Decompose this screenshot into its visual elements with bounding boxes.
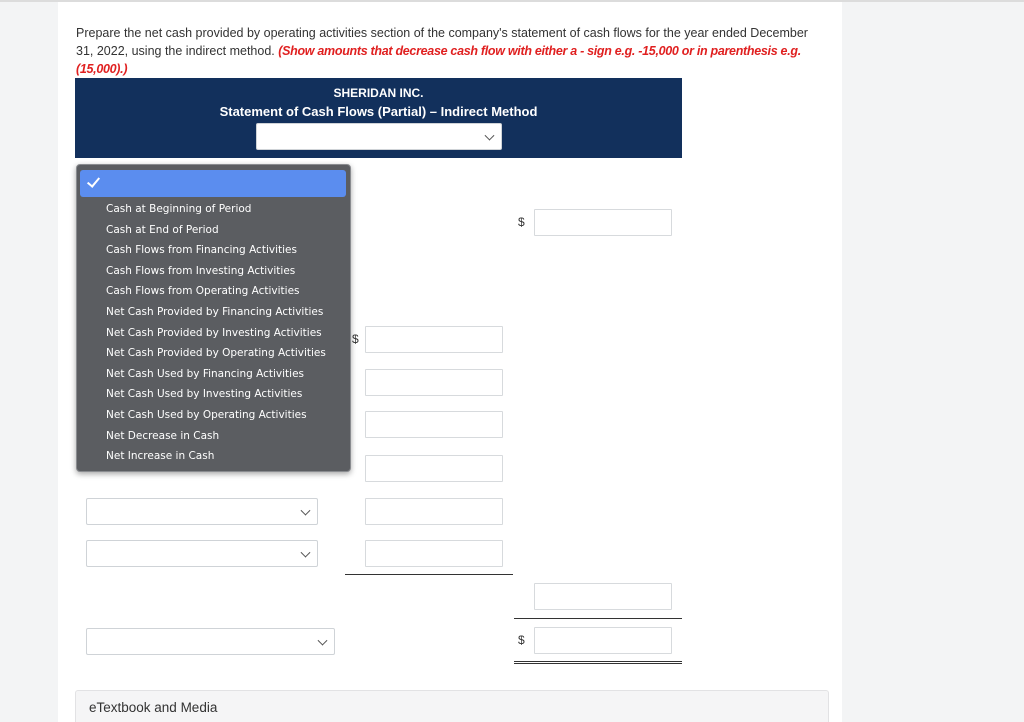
amount-input-total-2[interactable] xyxy=(534,583,672,610)
dropdown-option[interactable]: Cash Flows from Financing Activities xyxy=(106,244,297,257)
chevron-down-icon xyxy=(318,635,328,645)
instructions-text: Prepare the net cash provided by operating activities section of the company's statement of cash flows for the year ended December 31, 2022, using the indirect method. xyxy=(76,26,808,58)
checkmark-icon xyxy=(87,174,100,188)
amount-input-grand-total[interactable] xyxy=(534,627,672,654)
amount-input-1[interactable] xyxy=(365,326,503,353)
chevron-down-icon xyxy=(301,505,311,515)
amount-input-2[interactable] xyxy=(365,369,503,396)
question-instructions xyxy=(76,24,826,78)
dropdown-option[interactable]: Net Cash Used by Investing Activities xyxy=(106,388,303,401)
etextbook-media-panel[interactable] xyxy=(75,690,829,722)
dropdown-options-list xyxy=(77,199,350,467)
dropdown-option[interactable]: Net Cash Provided by Operating Activities xyxy=(106,347,326,360)
item-select-6[interactable] xyxy=(86,540,318,567)
dropdown-option[interactable]: Net Cash Provided by Investing Activities xyxy=(106,326,322,339)
statement-header xyxy=(75,78,682,158)
etextbook-media-label: eTextbook and Media xyxy=(89,700,218,715)
total-label-select[interactable] xyxy=(86,628,335,655)
dollar-sign: $ xyxy=(518,215,525,229)
grand-total-double-rule xyxy=(514,661,682,664)
dropdown-selected-blank-option[interactable] xyxy=(80,170,346,197)
dropdown-option[interactable]: Net Increase in Cash xyxy=(106,450,215,463)
company-name: SHERIDAN INC. xyxy=(333,86,424,100)
dollar-sign: $ xyxy=(352,332,359,346)
dollar-sign: $ xyxy=(518,633,525,647)
dropdown-option[interactable]: Net Cash Provided by Financing Activities xyxy=(106,305,324,318)
dropdown-option[interactable]: Net Decrease in Cash xyxy=(106,429,220,442)
instructions-note: (Show amounts that decrease cash flow with either a - sign e.g. -15,000 or in parenthesis e.g. (15,000).) xyxy=(76,44,801,76)
statement-title: Statement of Cash Flows (Partial) – Indirect Method xyxy=(219,104,538,119)
dropdown-option[interactable]: Cash Flows from Investing Activities xyxy=(106,264,296,277)
amount-input-6[interactable] xyxy=(365,540,503,567)
amount-input-5[interactable] xyxy=(365,498,503,525)
dropdown-option[interactable]: Cash at Beginning of Period xyxy=(106,203,252,215)
item-select-5[interactable] xyxy=(86,498,318,525)
chevron-down-icon xyxy=(485,130,495,140)
item-dropdown-menu[interactable] xyxy=(76,164,351,472)
amount-input-3[interactable] xyxy=(365,411,503,438)
amount-input-total-1[interactable] xyxy=(534,209,672,236)
total-rule xyxy=(514,618,682,619)
subtotal-rule xyxy=(345,574,513,575)
dropdown-option[interactable]: Net Cash Used by Operating Activities xyxy=(106,408,307,421)
dropdown-option[interactable]: Cash Flows from Operating Activities xyxy=(106,285,300,298)
dropdown-option[interactable]: Cash at End of Period xyxy=(106,223,219,236)
period-select[interactable] xyxy=(256,123,502,150)
amount-input-4[interactable] xyxy=(365,455,503,482)
chevron-down-icon xyxy=(301,547,311,557)
dropdown-option[interactable]: Net Cash Used by Financing Activities xyxy=(106,367,305,380)
